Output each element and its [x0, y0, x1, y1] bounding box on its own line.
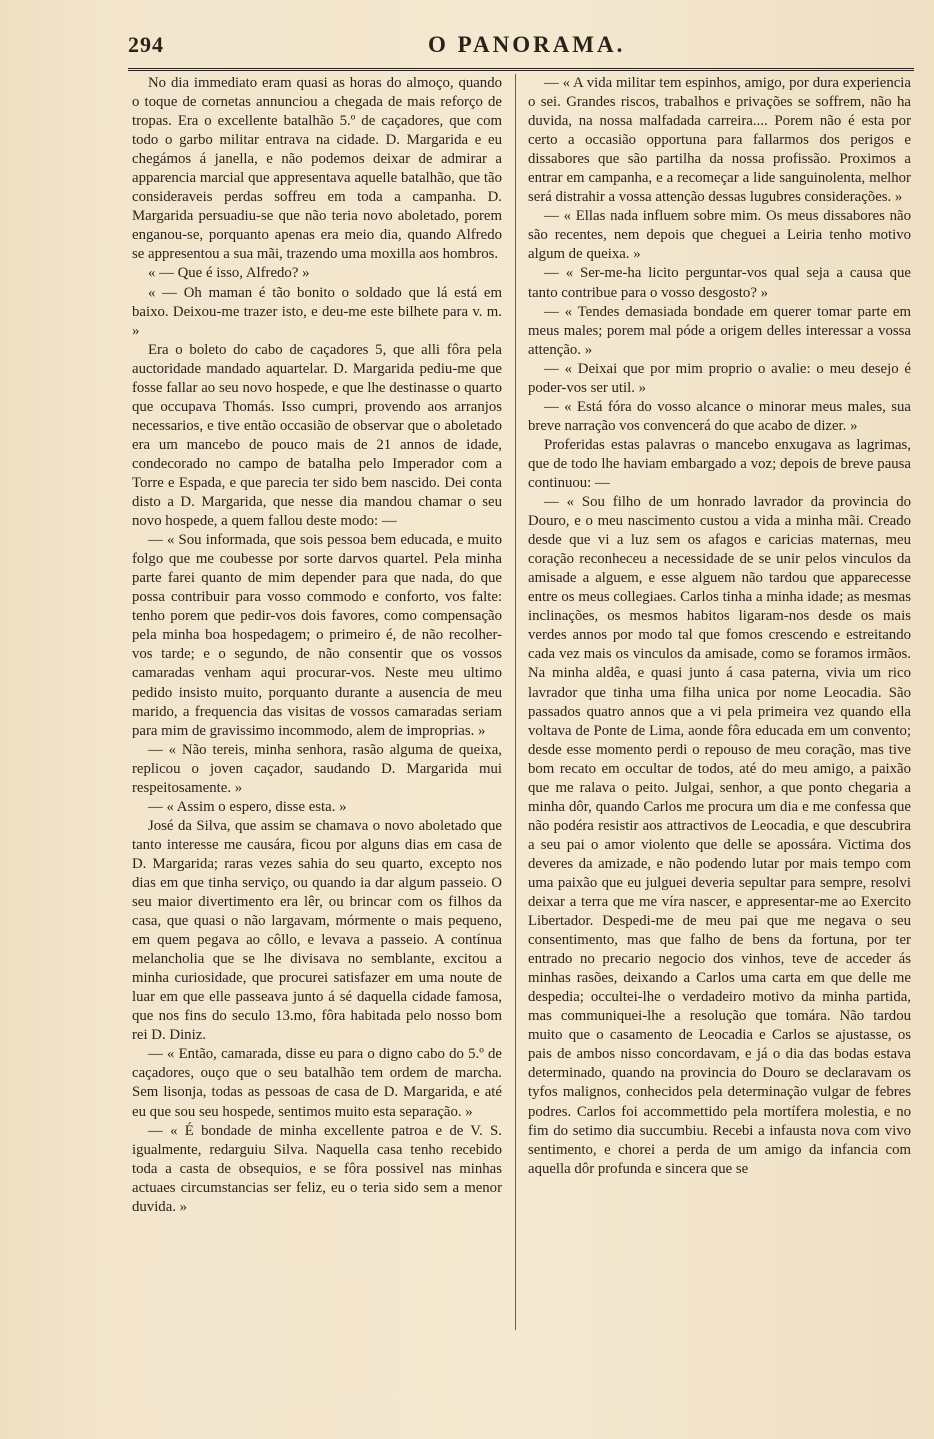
paragraph: — « Deixai que por mim proprio o avalie: o meu desejo é poder-vos ser util. »: [528, 360, 911, 396]
paragraph: — « Assim o espero, disse esta. »: [148, 798, 347, 815]
paragraph: — « Sou filho de um honrado lavrador da provincia do Douro, e o meu nascimento custou a vida a minha mãi. Creado desde que vi a luz sem os afagos e caricias maternas, meu coração reconheceu a necessidade de se unir pelos vinculos da amisade a alguem, e esse alguem não tardou que apparecesse entre os meus collegiaes. Carlos tinha a minha idade; as mesmas inclinações, os mesmos habitos ligaram-nos desde os mais verdes annos por modo tal que fomos crescendo e estreitando cada vez mais os vinculos da amisade, como se foramos irmãos. Na minha aldêa, e quasi junto á casa paterna, vivia um rico lavrador que tinha uma filha unica por nome Leocadia. São passados quatro annos que a vi pela primeira vez quando ella voltava de Ponte de Lima, aonde fôra educada em um convento; desde esse momento perdi o repouso de meu coração, mas tive bom recato em occultar de todos, até do meu amigo, a paixão que me ralava o peito. Julgai, senhor, a que ponto chegaria a minha dôr, quando Carlos me procura um dia e me confessa que não podéra resistir aos attractivos de Leocadia, e que descubrira a seu pai o amor violento que delle se apossára. Victima dos deveres da amizade, e não podendo lutar por mais tempo com uma paixão que eu julguei deveria sepultar para sempre, resolvi deixar a terra que me víra nascer, e appresentar-me ao Exercito Libertador. Despedi-me de meu pai que me negava o seu consentimento, mas que falho de bens da fortuna, por ter entrado no precario negocio dos vinhos, teve de acceder ás minhas rasões, deixando a Carlos uma carta em que delle me despedia; occultei-lhe o verdadeiro motivo da minha partida, mas communiquei-lhe a resolução que tomára. Não tardou muito que o casamento de Leocadia e Carlos se ajustasse, os pais de ambos nisso concordavam, e já o dia das bodas estava determinado, quando na provincia do Douro se declaravam os tyfos malignos, conhecidos pela determinação vulgar de febres podres. Carlos foi accommettido pela mortífera molestia, e no fim do setimo dia succumbiu. Recebi a infausta nova com vivo sentimento, e chorei a perda de um amigo da infancia com aquella dôr profunda e sincera que se: [528, 494, 911, 1177]
paragraph: — « Ellas nada influem sobre mim. Os meus dissabores não são recentes, nem depois que cheguei a Leiria tenho motivo algum de queixa. »: [528, 208, 911, 263]
page-header: [128, 30, 914, 70]
right-column: [528, 74, 911, 1330]
paragraph: José da Silva, que assim se chamava o novo aboletado que tanto interesse me causára, ficou por alguns dias em casa de D. Margarida; raras vezes sahia do seu quarto, excepto nos dias em que tinha serviço, ou quando ia dar algum passeio. O seu maior divertimento era lêr, ou brincar com os filhos da casa, que quasi o não largavam, mórmente o mais pequeno, em quem pegava ao côllo, e levava a passeio. A contínua melancholia que se lhe divisava no semblante, excitou a minha curiosidade, que procurei satisfazer em uma noute de luar em que elle passeava junto á sé daquella cidade famosa, que nos fins do seculo 13.mo, fôra habitada pelo nosso bom rei D. Diniz.: [132, 817, 502, 1044]
paragraph: No dia immediato eram quasi as horas do almoço, quando o toque de cornetas annunciou a chegada de mais reforço de tropas. Era o excellente batalhão 5.º de caçadores, que com todo o garbo militar entrava na cidade. D. Margarida e eu chegámos á janella, e não podemos deixar de admirar a apparencia marcial que appresentava aquelle batalhão, que tão consideraveis perdas soffreu em toda a campanha. D. Margarida persuadiu-se que não teria novo aboletado, porem enganou-se, porquanto apenas era meio dia, quando Alfredo se appresentou a sua mãi, trazendo uma moxilla aos hombros.: [132, 75, 502, 263]
paragraph: — « É bondade de minha excellente patroa e de V. S. igualmente, redarguiu Silva. Naquella casa tenho recebido toda a casta de obsequios, e se fôra possivel nas minhas actuaes circumstancias ser feliz, eu o teria sido sem a menor duvida. »: [132, 1122, 502, 1215]
paragraph: — « Ser-me-ha licito perguntar-vos qual seja a causa que tanto contribue para o vosso desgosto? »: [528, 265, 911, 301]
paragraph: Proferidas estas palavras o mancebo enxugava as lagrimas, que de todo lhe haviam embargado a voz; depois de breve pausa continuou: —: [528, 436, 911, 491]
column-divider: [515, 74, 516, 1330]
paragraph: — « Sou informada, que sois pessoa bem educada, e muito folgo que me coubesse por sorte darvos quartel. Pela minha parte farei quanto de mim depender para que nada, do que possa contribuir para vosso commodo e conforto, vos falte: tenho porem que pedir-vos dois favores, como compensação pela minha boa hospedagem; o primeiro é, de não recolher-vos tarde; e o segundo, de não consentir que os vossos camaradas venham aqui procurar-vos. Neste meu ultimo pedido insisto muito, porquanto durante a ausencia de meu marido, a frequencia das visitas de vossos camaradas seriam para mim de gravissimo incommodo, alem de improprias. »: [132, 532, 502, 739]
page-number: 294: [128, 32, 164, 57]
paragraph: « — Oh maman é tão bonito o soldado que lá está em baixo. Deixou-me trazer isto, e deu-me este bilhete para v. m. »: [132, 284, 502, 339]
paragraph: — « Tendes demasiada bondade em querer tomar parte em meus males; porem mal póde a origem delles interessar a vossa attenção. »: [528, 303, 911, 358]
header-rule: [128, 68, 914, 71]
paragraph: — « Não tereis, minha senhora, rasão alguma de queixa, replicou o joven caçador, saudando D. Margarida mui respeitosamente. »: [132, 741, 502, 796]
paragraph: — « Então, camarada, disse eu para o digno cabo do 5.º de caçadores, ouço que o seu batalhão tem ordem de marcha. Sem lisonja, todas as pessoas de casa de D. Margarida, e até eu que sou seu hospede, sentimos muito esta separação. »: [132, 1046, 502, 1120]
left-column: [132, 74, 502, 1330]
paragraph: — « A vida militar tem espinhos, amigo, por dura experiencia o sei. Grandes riscos, trabalhos e privações se soffrem, não ha duvida, na nossa malfadada carreira.... Porem não é esta por certo a occasião opportuna para fallarmos dos perigos e dissabores que são partilha da nossa profissão. Proximos a entrar em campanha, e a recomeçar a lide sanguinolenta, melhor será distrahir a vossa attenção dessas lugubres considerações. »: [528, 75, 911, 206]
paragraph: « — Que é isso, Alfredo? »: [148, 265, 310, 282]
paragraph: Era o boleto do cabo de caçadores 5, que alli fôra pela auctoridade mandado aquartelar. D. Margarida pediu-me que fosse fallar ao seu novo hospede, e que lhe destinasse o quarto que occupava Thomás. Isso cumpri, provendo aos arranjos necessarios, e tive então occasião de observar que o aboletado era um mancebo de pouco mais de 21 annos de idade, condecorado no campo de batalha pelo Imperador com a Torre e Espada, e que parecia ter sido bem nascido. Dei conta disto a D. Margarida, que nesse dia mandou chamar o seu novo hospede, a quem fallou deste modo: —: [132, 341, 502, 530]
running-title: O PANORAMA.: [428, 32, 626, 57]
paragraph: — « Está fóra do vosso alcance o minorar meus males, sua breve narração vos convencerá do que acabo de dizer. »: [528, 398, 911, 434]
